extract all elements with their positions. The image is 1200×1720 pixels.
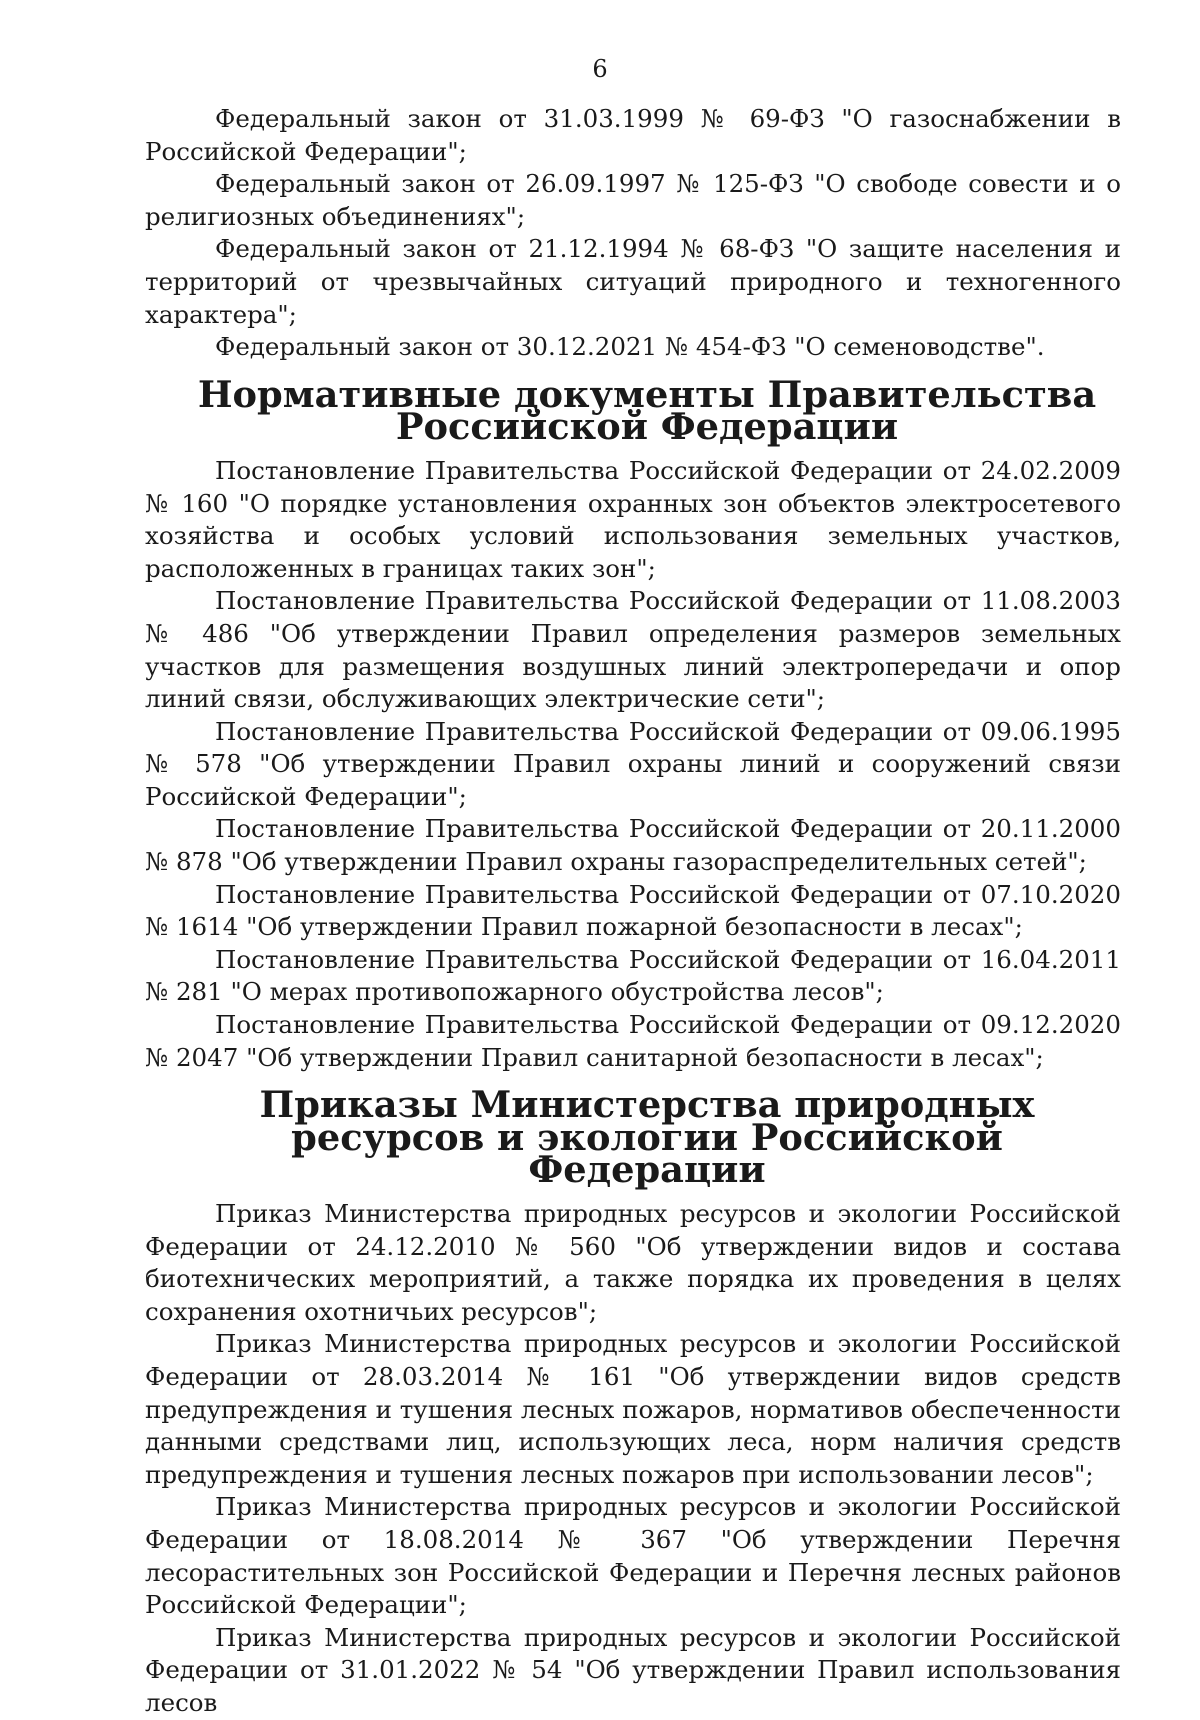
- government-decree-item: Постановление Правительства Российской Федерации от 09.12.2020 № 2047 "Об утверждении Правил санитарной безопасности в лесах";: [145, 1010, 1121, 1072]
- ministry-order-item: Приказ Министерства природных ресурсов и экологии Российской Федерации от 31.01.2022 № 54 "Об утверждении Правил использования лесов: [145, 1622, 1121, 1717]
- document-body: [145, 103, 1121, 1720]
- ministry-order-item: Приказ Министерства природных ресурсов и экологии Российской Федерации от 24.12.2010 № 560 "Об утверждении видов и состава биотехнических мероприятий, а также порядка их проведения в целях сохранения охотничьих ресурсов";: [145, 1199, 1121, 1326]
- ministry-orders-list: [145, 1198, 1121, 1720]
- government-decrees-list: [145, 455, 1121, 1074]
- government-decree-item: Постановление Правительства Российской Федерации от 07.10.2020 № 1614 "Об утверждении Правил пожарной безопасности в лесах";: [145, 879, 1121, 942]
- federal-law-item: Федеральный закон от 30.12.2021 № 454-ФЗ "О семеноводстве".: [215, 332, 1045, 362]
- ministry-order-item: Приказ Министерства природных ресурсов и экологии Российской Федерации от 28.03.2014 № 161 "Об утверждении видов средств предупреждения и тушения лесных пожаров, нормативов обеспеченности данными средствами лиц, использующих леса, норм наличия средств предупреждения и тушения лесных пожаров при использовании лесов";: [145, 1329, 1121, 1489]
- government-decree-item: Постановление Правительства Российской Федерации от 09.06.1995 № 578 "Об утверждении Правил охраны линий и сооружений связи Российской Федерации";: [145, 716, 1121, 811]
- government-decree-item: Постановление Правительства Российской Федерации от 20.11.2000 № 878 "Об утверждении Правил охраны газораспределительных сетей";: [145, 814, 1121, 877]
- page-number: 6: [592, 55, 608, 83]
- federal-law-item: Федеральный закон от 26.09.1997 № 125-ФЗ "О свободе совести и о религиозных объединениях";: [145, 169, 1121, 231]
- government-decree-item: Постановление Правительства Российской Федерации от 16.04.2011 № 281 "О мерах противопожарного обустройства лесов";: [145, 944, 1121, 1007]
- federal-laws-list: [145, 103, 1121, 364]
- section-heading-government: Нормативные документы Правительства Российской Федерации: [197, 371, 1097, 449]
- federal-law-item: Федеральный закон от 31.03.1999 № 69-ФЗ "О газоснабжении в Российской Федерации";: [145, 104, 1121, 166]
- federal-law-item: Федеральный закон от 21.12.1994 № 68-ФЗ "О защите населения и территорий от чрезвычайных ситуаций природного и техногенного характера";: [145, 234, 1121, 329]
- section-heading-ministry: Приказы Министерства природных ресурсов и экологии Российской Федерации: [259, 1082, 1035, 1192]
- ministry-order-item: Приказ Министерства природных ресурсов и экологии Российской Федерации от 18.08.2014 № 367 "Об утверждении Перечня лесорастительных зон Российской Федерации и Перечня лесных районов Российской Федерации";: [145, 1492, 1121, 1620]
- government-decree-item: Постановление Правительства Российской Федерации от 24.02.2009 № 160 "О порядке установления охранных зон объектов электросетевого хозяйства и особых условий использования земельных участков, расположенных в границах таких зон";: [145, 455, 1121, 583]
- government-decree-item: Постановление Правительства Российской Федерации от 11.08.2003 № 486 "Об утверждении Правил определения размеров земельных участков для размещения воздушных линий электропередачи и опор линий связи, обслуживающих электрические сети";: [145, 586, 1121, 714]
